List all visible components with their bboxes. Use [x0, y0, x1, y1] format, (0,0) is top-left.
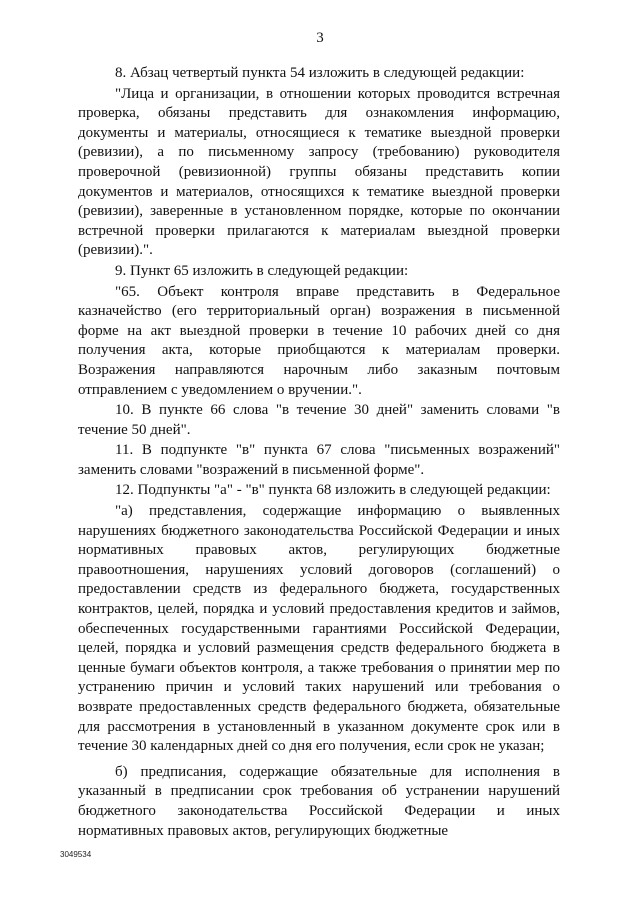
document-body	[78, 64, 560, 842]
paragraph-item-8: 8. Абзац четвертый пункта 54 изложить в следующей редакции:	[115, 65, 525, 81]
paragraph-item-11: 11. В подпункте "в" пункта 67 слова "письменных возражений" заменить словами "возражений в письменной форме".	[78, 442, 560, 478]
paragraph-quote-item-9: "65. Объект контроля вправе представить в Федеральное казначейство (его территориальный орган) возражения в письменной форме на акт выездной проверки в течение 10 рабочих дней со дня получения акта, которые приобщаются к материалам проверки. Возражения направляются нарочным либо заказным почтовым отправлением с уведомлением о вручении.".	[78, 283, 560, 398]
paragraph-item-10: 10. В пункте 66 слова "в течение 30 дней" заменить словами "в течение 50 дней".	[78, 402, 560, 438]
paragraph-subitem-b: б) предписания, содержащие обязательные для исполнения в указанный в предписании срок требования об устранении нарушений бюджетного законодательства Российской Федерации и иных нормативных правовых актов, регулирующих бюджетные	[78, 763, 560, 839]
paragraph-quote-item-8: "Лица и организации, в отношении которых проводится встречная проверка, обязаны представить для ознакомления информацию, документы и материалы, относящиеся к тематике выездной проверки (ревизии), а по письменному запросу (требованию) руководителя проверочной (ревизионной) группы обязаны представить копии документов и материалов, относящихся к тематике выездной проверки (ревизии), заверенные в установленном порядке, которые по окончании встречной проверки прилагаются к материалам выездной проверки (ревизии).".	[78, 85, 560, 259]
paragraph-item-12: 12. Подпункты "а" - "в" пункта 68 изложить в следующей редакции:	[115, 482, 551, 499]
page-number: 3	[316, 30, 324, 46]
document-id: 3049534	[60, 850, 92, 859]
paragraph-item-9: 9. Пункт 65 изложить в следующей редакции:	[115, 262, 409, 279]
paragraph-subitem-a: "а) представления, содержащие информацию о выявленных нарушениях бюджетного законодательства Российской Федерации и иных нормативных правовых актов, регулирующих бюджетные правоотношения, нарушениях условий договоров (соглашений) о предоставлении средств из федерального бюджета, государственных контрактов, целей, порядка и условий предоставления кредитов и займов, обеспеченных государственными гарантиями Российской Федерации, целей, порядка и условий размещения средств федерального бюджета в ценные бумаги объектов контроля, а также требования о принятии мер по устранению причин и условий таких нарушений или требования о возврате предоставленных средств федерального бюджета, обязательные для рассмотрения в установленный в указанном документе срок или в течение 30 календарных дней со дня его получения, если срок не указан;	[78, 503, 560, 755]
